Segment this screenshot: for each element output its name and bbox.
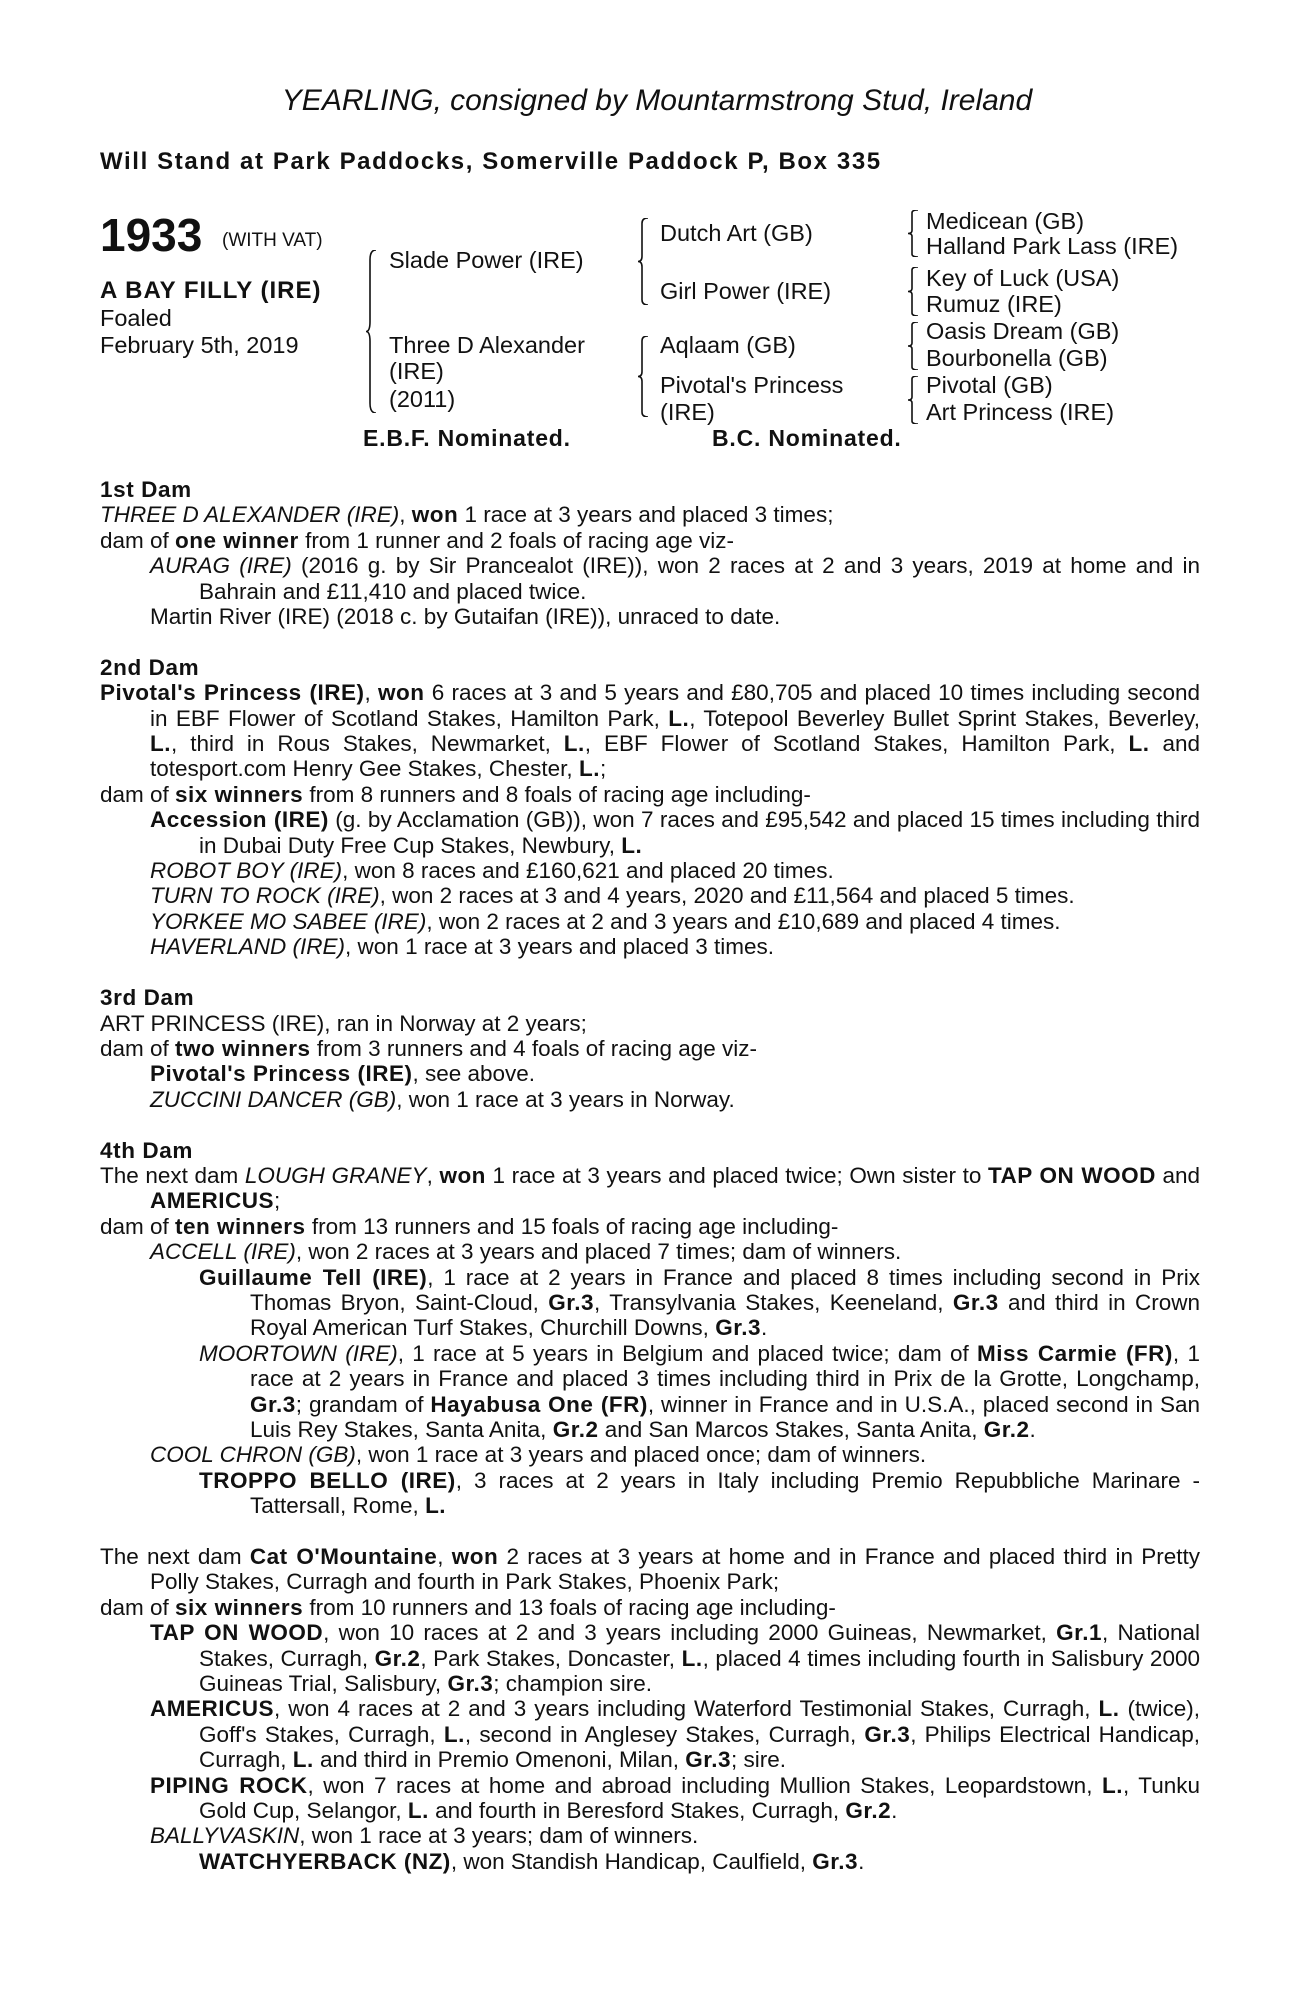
bold-text: L. — [292, 1747, 314, 1773]
consignor-title: YEARLING, consigned by Mountarmstrong Stud, Ireland — [281, 84, 1033, 117]
brace-icon — [908, 376, 918, 424]
text: , see above. — [412, 1061, 536, 1087]
bold-text: Accession (IRE) — [150, 807, 329, 833]
text: dam of — [100, 781, 176, 807]
bold-text: six winners — [175, 781, 304, 807]
dam-sire: Aqlaam (GB) — [660, 332, 796, 358]
bold-text: two winners — [175, 1035, 311, 1061]
text: , — [426, 1162, 440, 1188]
bold-text: Gr.3 — [447, 1671, 494, 1697]
text: , Tunku Gold Cup, Selangor, — [199, 1772, 1200, 1824]
pedigree-entry — [100, 1696, 1200, 1772]
text: , EBF Flower of Scotland Stakes, Hamilton Park, — [584, 731, 1129, 757]
text: Martin River (IRE) (2018 c. by Gutaifan (IRE)), unraced to date. — [150, 604, 781, 630]
dam: Three D Alexander — [389, 332, 585, 358]
bold-text: won — [411, 502, 459, 528]
dam-dam-country: (IRE) — [660, 399, 715, 425]
bold-text: won — [377, 680, 425, 706]
text: and — [1155, 1162, 1201, 1188]
pedigree-entry — [100, 1011, 1200, 1036]
bold-text: Gr.3 — [250, 1391, 296, 1417]
section-heading: 1st Dam — [100, 477, 192, 502]
bold-text: Gr.3 — [548, 1289, 594, 1315]
text: 2 races at 3 years at home and in France and placed third in Pretty Polly Stakes, Curragh and fourth in Park Stakes, Phoenix Park; — [150, 1544, 1200, 1595]
dam-section — [100, 655, 1200, 960]
text: ; sire. — [731, 1747, 787, 1773]
text: from 8 runners and 8 foals of racing age including- — [303, 781, 811, 807]
pedigree-entry — [100, 680, 1200, 782]
sire-sire: Dutch Art (GB) — [660, 220, 813, 246]
text: , won 4 races at 2 and 3 years including Waterford Testimonial Stakes, Curragh, — [274, 1696, 1099, 1722]
pedigree-entry — [100, 1468, 1200, 1519]
text: , winner in France and in U.S.A., placed second in San Luis Rey Stakes, Santa Anita, — [250, 1391, 1201, 1442]
text: , won 2 races at 2 and 3 years and £10,689 and placed 4 times. — [426, 908, 1061, 934]
text: , Philips Electrical Handicap, Curragh, — [199, 1721, 1200, 1773]
italic-text: HAVERLAND (IRE) — [150, 934, 346, 960]
text: The next dam — [100, 1544, 250, 1569]
pedigree-entry — [100, 1087, 1200, 1112]
pedigree-entry — [100, 934, 1200, 959]
text: . — [760, 1315, 768, 1341]
pedigree-entry — [100, 782, 1200, 807]
bold-text: TROPPO BELLO (IRE) — [199, 1467, 456, 1493]
text: dam of — [100, 1594, 176, 1620]
bold-text: Gr.3 — [685, 1747, 731, 1773]
dam-dam: Pivotal's Princess — [660, 372, 844, 398]
text: (2016 g. by Sir Prancealot (IRE)), won 2 races at 2 and 3 years, 2019 at home and in Bahrain and £11,410 and placed twice. — [199, 553, 1200, 604]
bold-text: Pivotal's Princess (IRE) — [150, 1061, 413, 1087]
pedigree-entry — [100, 1061, 1200, 1086]
text: and totesport.com Henry Gee Stakes, Chester, — [150, 731, 1200, 782]
bc-nominated: B.C. Nominated. — [712, 425, 902, 451]
text: dam of — [100, 1213, 176, 1239]
sdd: Rumuz (IRE) — [926, 291, 1062, 317]
pedigree-entry — [100, 604, 1200, 629]
pedigree-entry — [100, 1341, 1200, 1443]
bold-text: Gr.2 — [552, 1416, 599, 1442]
text: , 3 races at 2 years in Italy including Premio Repubbliche Marinare -Tattersall, Rome, — [250, 1467, 1201, 1519]
stabling-location: Will Stand at Park Paddocks, Somerville Paddock P, Box 335 — [100, 148, 882, 175]
pedigree-entry — [100, 1163, 1200, 1214]
bold-text: L. — [668, 705, 690, 731]
text: and fourth in Beresford Stakes, Curragh, — [428, 1798, 846, 1824]
produce-record — [100, 477, 1200, 1874]
brace-icon — [638, 336, 648, 417]
section-heading: 2nd Dam — [100, 654, 200, 680]
ssd: Halland Park Lass (IRE) — [926, 233, 1179, 259]
italic-text: BALLYVASKIN — [150, 1823, 300, 1849]
dam-section — [100, 985, 1200, 1112]
bold-text: Pivotal's Princess (IRE) — [100, 680, 365, 706]
bold-text: Gr.3 — [812, 1848, 859, 1874]
text: ; grandam of — [295, 1391, 431, 1417]
text: . — [1029, 1416, 1036, 1442]
bold-text: Gr.3 — [952, 1289, 999, 1315]
bold-text: L. — [681, 1645, 703, 1671]
bold-text: TAP ON WOOD — [150, 1620, 324, 1646]
bold-text: L. — [563, 731, 585, 757]
pedigree-entry — [100, 1442, 1200, 1467]
sss: Medicean (GB) — [926, 208, 1085, 234]
bold-text: L. — [443, 1721, 465, 1747]
brace-icon — [638, 218, 648, 305]
pedigree-entry — [100, 883, 1200, 908]
section-heading: 3rd Dam — [100, 985, 195, 1011]
text: , 1 race at 2 years in France and placed 8 times including second in Prix Thomas Bryon, Saint-Cloud, — [250, 1264, 1200, 1315]
pedigree-entry — [100, 1595, 1200, 1620]
bold-text: Miss Carmie (FR) — [977, 1340, 1173, 1366]
text: and third in Crown Royal American Turf Stakes, Churchill Downs, — [250, 1289, 1200, 1341]
text: from 13 runners and 15 foals of racing age including- — [305, 1213, 839, 1239]
text: , Transylvania Stakes, Keeneland, — [594, 1289, 953, 1315]
text: , Totepool Beverley Bullet Sprint Stakes, Beverley, — [689, 705, 1200, 731]
bold-text: Gr.2 — [845, 1798, 892, 1824]
text: from 3 runners and 4 foals of racing age viz- — [310, 1035, 758, 1061]
dsd: Bourbonella (GB) — [926, 345, 1108, 371]
bold-text: won — [439, 1162, 486, 1188]
bold-text: Gr.2 — [374, 1645, 421, 1671]
text: , won Standish Handicap, Caulfield, — [450, 1848, 813, 1874]
text: , — [364, 680, 378, 706]
dam-section — [100, 1544, 1200, 1874]
italic-text: ROBOT BOY (IRE) — [150, 858, 343, 884]
bold-text: AMERICUS — [150, 1696, 275, 1722]
text: dam of — [100, 527, 176, 553]
text: The next dam — [100, 1162, 245, 1188]
text: , won 1 race at 3 years; dam of winners. — [299, 1823, 699, 1849]
italic-text: TURN TO ROCK (IRE) — [150, 883, 380, 909]
text: , 1 race at 2 years in France and placed 3 times including third in Prix de la Grotte, Longchamp, — [250, 1340, 1200, 1392]
bold-text: Gr.3 — [715, 1315, 761, 1341]
text: , second in Anglesey Stakes, Curragh, — [464, 1721, 865, 1747]
text: , won 8 races and £160,621 and placed 20 times. — [342, 858, 834, 884]
ebf-nominated: E.B.F. Nominated. — [363, 425, 571, 451]
text: , won 1 race at 3 years in Norway. — [396, 1086, 735, 1112]
sire: Slade Power (IRE) — [389, 247, 584, 273]
italic-text: ACCELL (IRE) — [150, 1239, 296, 1265]
pedigree-entry — [100, 528, 1200, 553]
text: and third in Premio Omenoni, Milan, — [313, 1747, 686, 1773]
pedigree-entry — [100, 1036, 1200, 1061]
text: , won 1 race at 3 years and placed once; dam of winners. — [355, 1442, 927, 1468]
text: 1 race at 3 years and placed 3 times; — [458, 502, 834, 528]
pedigree-entry — [100, 1849, 1200, 1874]
brace-icon — [908, 210, 918, 257]
italic-text: LOUGH GRANEY — [244, 1162, 427, 1188]
pedigree-entry — [100, 1265, 1200, 1341]
pedigree-entry — [100, 909, 1200, 934]
bold-text: one winner — [175, 527, 299, 553]
text: ; champion sire. — [493, 1671, 653, 1697]
bold-text: L. — [1128, 731, 1150, 757]
dds: Pivotal (GB) — [926, 372, 1053, 398]
text: ; — [274, 1188, 281, 1214]
italic-text: THREE D ALEXANDER (IRE) — [100, 502, 400, 528]
text: , Park Stakes, Doncaster, — [420, 1645, 682, 1671]
section-heading: 4th Dam — [100, 1137, 193, 1163]
italic-text: COOL CHRON (GB) — [150, 1442, 356, 1468]
bold-text: won — [451, 1544, 499, 1569]
dam-country: (IRE) — [389, 358, 444, 384]
pedigree-entry — [100, 502, 1200, 527]
pedigree-entry — [100, 1620, 1200, 1696]
vat-note: (WITH VAT) — [222, 230, 323, 251]
text: , won 2 races at 3 and 4 years, 2020 and £11,564 and placed 5 times. — [379, 883, 1075, 909]
text: and San Marcos Stakes, Santa Anita, — [598, 1416, 984, 1442]
bold-text: L. — [621, 832, 643, 858]
brace-icon — [908, 322, 918, 370]
horse-description: A BAY FILLY (IRE) — [100, 277, 322, 304]
italic-text: ZUCCINI DANCER (GB) — [150, 1086, 397, 1112]
sds: Key of Luck (USA) — [926, 265, 1120, 291]
text: (g. by Acclamation (GB)), won 7 races and £95,542 and placed 15 times including third in Dubai Duty Free Cup Stakes, Newbury, — [199, 807, 1200, 858]
text: dam of — [100, 1035, 176, 1061]
sire-dam: Girl Power (IRE) — [660, 278, 832, 304]
pedigree-entry — [100, 1823, 1200, 1848]
text: 1 race at 3 years and placed twice; Own sister to — [485, 1162, 988, 1188]
pedigree-entry — [100, 807, 1200, 858]
text: . — [858, 1848, 865, 1874]
bold-text: L. — [578, 756, 600, 782]
bold-text: L. — [1101, 1772, 1123, 1798]
dss: Oasis Dream (GB) — [926, 318, 1120, 344]
text: , — [437, 1544, 452, 1569]
bold-text: Hayabusa One (FR) — [430, 1391, 648, 1417]
brace-icon — [908, 267, 918, 316]
text: , National Stakes, Curragh, — [199, 1620, 1200, 1671]
foaled-date: February 5th, 2019 — [100, 332, 299, 358]
bold-text: L. — [425, 1493, 447, 1519]
foaled-label: Foaled — [100, 305, 172, 331]
dam-year: (2011) — [389, 386, 456, 412]
text: , won 10 races at 2 and 3 years including 2000 Guineas, Newmarket, — [323, 1620, 1057, 1646]
ddd: Art Princess (IRE) — [926, 399, 1115, 425]
bold-text: six winners — [175, 1594, 304, 1620]
text: , — [399, 502, 412, 528]
bold-text: WATCHYERBACK (NZ) — [199, 1848, 451, 1874]
lot-number: 1933 — [100, 209, 203, 261]
bold-text: L. — [150, 731, 171, 757]
bold-text: Cat O'Mountaine — [249, 1544, 438, 1569]
bold-text: PIPING ROCK — [150, 1772, 308, 1798]
bold-text: Guillaume Tell (IRE) — [199, 1264, 428, 1290]
text: (twice), Goff's Stakes, Curragh, — [199, 1696, 1201, 1747]
text: , 1 race at 5 years in Belgium and placed twice; dam of — [397, 1340, 978, 1366]
text: , placed 4 times including fourth in Salisbury 2000 Guineas Trial, Salisbury, — [199, 1645, 1200, 1697]
bold-text: Gr.2 — [983, 1416, 1030, 1442]
text: . — [891, 1798, 898, 1824]
dam-section — [100, 1138, 1200, 1519]
text: ART PRINCESS (IRE), ran in Norway at 2 years; — [100, 1010, 587, 1036]
pedigree-entry — [100, 1544, 1200, 1595]
bold-text: Gr.1 — [1056, 1620, 1102, 1646]
bold-text: L. — [407, 1798, 429, 1824]
text: from 10 runners and 13 foals of racing age including- — [303, 1594, 836, 1620]
bold-text: L. — [1098, 1696, 1120, 1722]
dam-section — [100, 477, 1200, 629]
pedigree-entry — [100, 1214, 1200, 1239]
text: , won 2 races at 3 years and placed 7 times; dam of winners. — [295, 1239, 902, 1265]
pedigree-entry — [100, 553, 1200, 604]
italic-text: MOORTOWN (IRE) — [199, 1340, 398, 1366]
text: , won 7 races at home and abroad including Mullion Stakes, Leopardstown, — [307, 1772, 1102, 1798]
text: 6 races at 3 and 5 years and £80,705 and placed 10 times including second in EBF Flower of Scotland Stakes, Hamilton Park, — [150, 680, 1200, 731]
brace-icon — [366, 250, 376, 413]
pedigree-entry — [100, 1239, 1200, 1264]
bold-text: Gr.3 — [864, 1721, 911, 1747]
bold-text: ten winners — [175, 1213, 306, 1239]
text: , third in Rous Stakes, Newmarket, — [171, 731, 564, 757]
italic-text: AURAG (IRE) — [150, 553, 292, 579]
bold-text: TAP ON WOOD — [987, 1162, 1156, 1188]
italic-text: YORKEE MO SABEE (IRE) — [150, 908, 427, 934]
pedigree-entry — [100, 858, 1200, 883]
text: , won 1 race at 3 years and placed 3 times. — [345, 934, 775, 960]
text: from 1 runner and 2 foals of racing age viz- — [298, 527, 735, 553]
text: ; — [599, 756, 607, 782]
bold-text: AMERICUS — [150, 1188, 275, 1214]
pedigree-entry — [100, 1773, 1200, 1824]
